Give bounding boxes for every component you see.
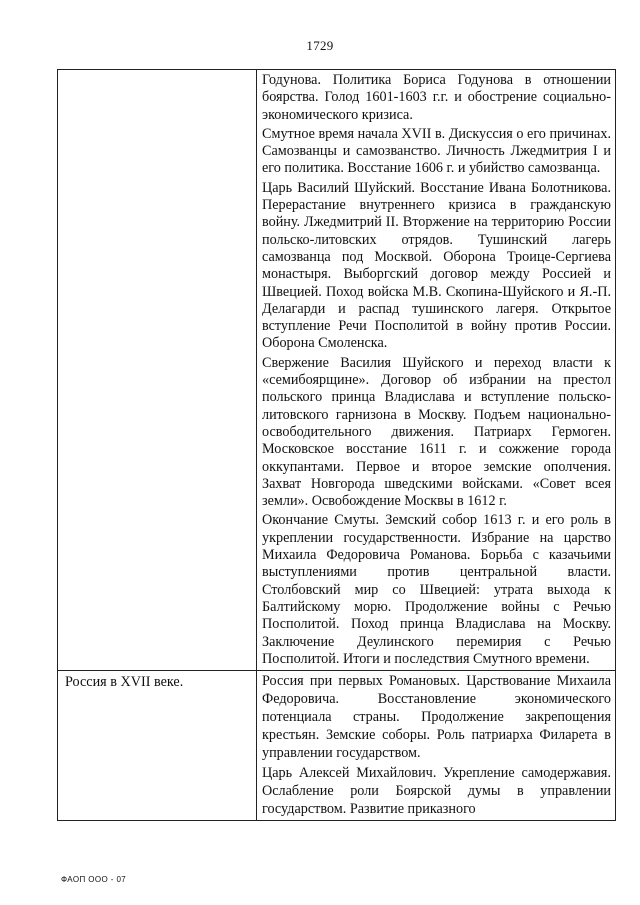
content-paragraph: Россия при первых Романовых. Царствование Михаила Федоровича. Восстановление экономического потенциала страны. Продолжение закрепощения крестьян. Земские соборы. Роль патриарха Филарета в управлении государством. (262, 673, 611, 762)
footer-code: ФАОП ООО - 07 (61, 875, 127, 884)
content-paragraph: Царь Василий Шуйский. Восстание Ивана Болотникова. Перерастание внутреннего кризиса в гражданскую войну. Лжедмитрий II. Вторжение на территорию России польско-литовских отрядов. Тушинский лагерь самозванца под Москвой. Оборона Троице-Сергиева монастыря. Выборгский договор между Россией и Швецией. Поход войска М.В. Скопина-Шуйского и Я.-П. Делагарди и распад тушинского лагеря. Открытое вступление Речи Посполитой в войну против России. Оборона Смоленска. (262, 179, 611, 352)
content-paragraph: Окончание Смуты. Земский собор 1613 г. и его роль в укреплении государственности. Избрание на царство Михаила Федоровича Романова. Борьба с казачьими выступлениями против центральной власти. Столбовский мир со Швецией: утрата выхода к Балтийскому морю. Продолжение войны с Речью Посполитой. Поход принца Владислава на Москву. Заключение Деулинского перемирия с Речью Посполитой. Итоги и последствия Смутного времени. (262, 512, 611, 667)
topic-cell (58, 671, 257, 821)
content-paragraph: Свержение Василия Шуйского и переход власти к «семибоярщине». Договор об избрании на престол польского принца Владислава и вступление польско-литовского гарнизона в Москву. Подъем национально-освободительного движения. Патриарх Гермоген. Московское восстание 1611 г. и сожжение города оккупантами. Первое и второе земские ополчения. Захват Новгорода шведскими войсками. «Совет всея земли». Освобождение Москвы в 1612 г. (262, 354, 611, 510)
topic-label (58, 70, 256, 72)
syllabus-table (57, 69, 616, 821)
table-row (58, 70, 616, 671)
page-number: 1729 (306, 38, 334, 53)
content-cell (257, 671, 616, 821)
topic-cell (58, 70, 257, 671)
topic-label: Россия в XVII веке. (65, 674, 184, 691)
content-paragraph: Смутное время начала XVII в. Дискуссия о его причинах. Самозванцы и самозванство. Личность Лжедмитрия I и его политика. Восстание 1606 г. и убийство самозванца. (262, 125, 611, 177)
content-paragraph: Годунова. Политика Бориса Годунова в отношении боярства. Голод 1601-1603 г.г. и обострение социально-экономического кризиса. (262, 72, 611, 123)
content-cell (257, 70, 616, 671)
content-paragraph: Царь Алексей Михайлович. Укрепление самодержавия. Ослабление роли Боярской думы в управлении государством. Развитие приказного (262, 765, 611, 818)
table-row (58, 671, 616, 821)
